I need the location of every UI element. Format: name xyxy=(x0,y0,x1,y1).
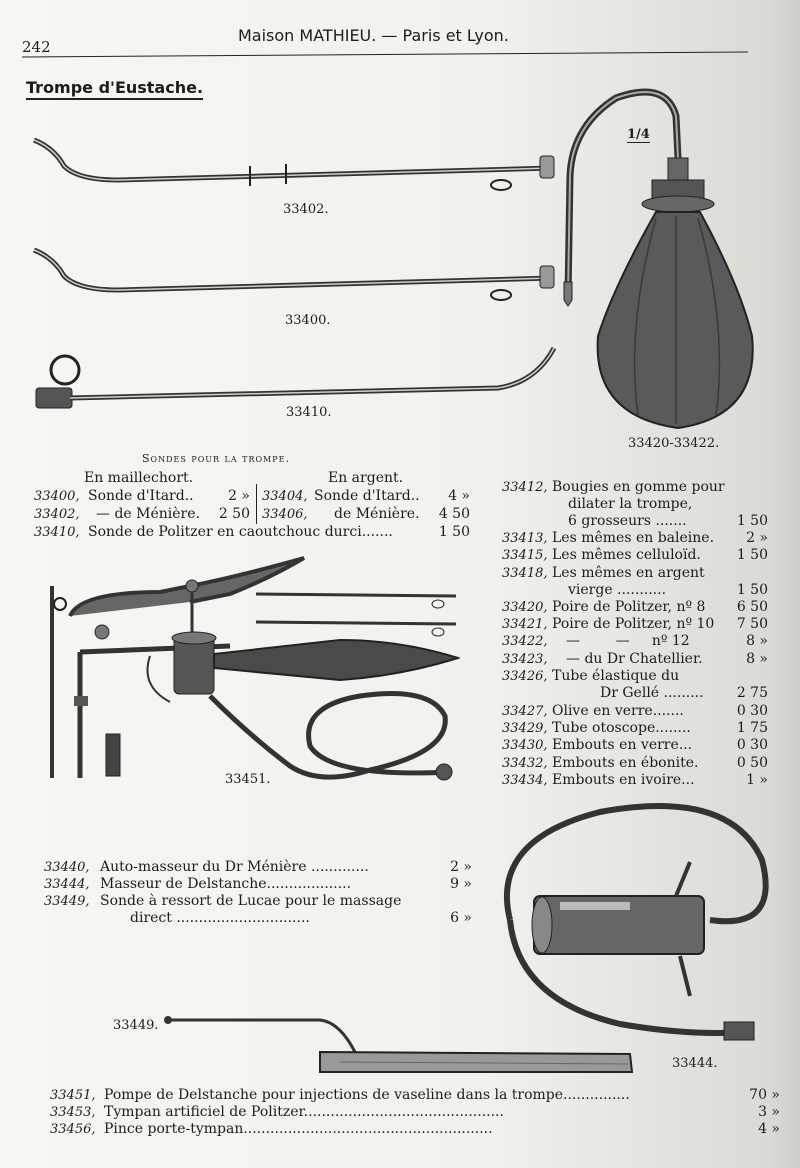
right-desc-33412-cont1: dilater la trompe, xyxy=(568,496,693,512)
right-desc-33429: Tube otoscope........ xyxy=(552,720,691,736)
right-desc-33420: Poire de Politzer, nº 8 xyxy=(552,599,706,615)
scale-label: 1/4 xyxy=(627,127,650,142)
right-num-33427: 33427, xyxy=(502,704,548,719)
right-desc-33432: Embouts en ébonite. xyxy=(552,755,699,771)
right-num-33426: 33426, xyxy=(502,669,548,684)
sondes-row2-price2: 4 50 xyxy=(438,506,470,522)
fig-33444-label: 33444. xyxy=(672,1056,718,1071)
right-desc-33430: Embouts en verre... xyxy=(552,737,693,753)
sondes-row2-desc1: — de Ménière. xyxy=(96,506,200,522)
bottom-num-33456: 33456, xyxy=(50,1122,96,1137)
fig-33451-label: 33451. xyxy=(225,772,271,787)
right-price-33415: 1 50 xyxy=(736,547,768,563)
right-num-33413: 33413, xyxy=(502,531,548,546)
fig-33402-label: 33402. xyxy=(283,202,329,217)
right-price-33422: 8 » xyxy=(746,633,768,649)
bottom-num-33451: 33451, xyxy=(50,1088,96,1103)
mid-price-33449: 6 » xyxy=(450,910,472,926)
right-price-33432: 0 50 xyxy=(736,755,768,771)
mid-num-33449: 33449, xyxy=(44,894,90,909)
right-price-33423: 8 » xyxy=(746,651,768,667)
right-desc-33412-cont2: 6 grosseurs ....... xyxy=(568,513,687,529)
bottom-desc-33451: Pompe de Delstanche pour injections de vaseline dans la trompe............... xyxy=(104,1087,630,1103)
bottom-desc-33453: Tympan artificiel de Politzer............................................. xyxy=(104,1104,504,1120)
sonde-lucae-33449-illustration xyxy=(160,1010,636,1076)
right-desc-33427: Olive en verre....... xyxy=(552,703,684,719)
sondes-column-divider xyxy=(256,484,257,524)
right-num-33423: 33423, xyxy=(502,652,548,667)
right-price-33426: 2 75 xyxy=(736,685,768,701)
sondes-row2-price1: 2 50 xyxy=(218,506,250,522)
right-desc-33418: Les mêmes en argent xyxy=(552,565,705,581)
right-desc-33412: Bougies en gomme pour xyxy=(552,479,725,495)
fig-33410-label: 33410. xyxy=(286,405,332,420)
mid-desc-33444: Masseur de Delstanche................... xyxy=(100,876,352,892)
right-num-33421: 33421, xyxy=(502,617,548,632)
mid-price-33444: 9 » xyxy=(450,876,472,892)
sondes-last-price: 1 50 xyxy=(438,524,470,540)
bottom-num-33453: 33453, xyxy=(50,1105,96,1120)
sondes-row2-num2: 33406, xyxy=(262,507,308,522)
sonde-33400-illustration xyxy=(28,240,560,306)
sondes-row2-desc2: de Ménière. xyxy=(334,506,420,522)
sondes-col2-heading: En argent. xyxy=(328,470,404,486)
page-header-title: Maison MATHIEU. — Paris et Lyon. xyxy=(238,26,509,45)
mid-desc-33449: Sonde à ressort de Lucae pour le massage xyxy=(100,893,402,909)
right-price-33430: 0 30 xyxy=(736,737,768,753)
right-price-33420: 6 50 xyxy=(736,599,768,615)
sondes-row1-price2: 4 » xyxy=(448,488,470,504)
right-desc-33423: — du Dr Chatellier. xyxy=(566,651,703,667)
sondes-row2-num1: 33402, xyxy=(34,507,80,522)
right-desc-33418-cont: vierge ........... xyxy=(568,582,667,598)
section-title: Trompe d'Eustache. xyxy=(26,78,203,100)
page-number: 242 xyxy=(22,38,51,56)
mid-price-33440: 2 » xyxy=(450,859,472,875)
sonde-33402-illustration xyxy=(28,130,560,196)
sondes-caption: Sondes pour la trompe. xyxy=(142,452,290,465)
right-desc-33434: Embouts en ivoire... xyxy=(552,772,695,788)
right-desc-33415: Les mêmes celluloïd. xyxy=(552,547,701,563)
bottom-price-33451: 70 » xyxy=(749,1087,780,1103)
right-num-33418: 33418, xyxy=(502,566,548,581)
right-price-33429: 1 75 xyxy=(736,720,768,736)
sondes-row1-desc2: Sonde d'Itard.. xyxy=(314,488,420,504)
right-desc-33426: Tube élastique du xyxy=(552,668,680,684)
sondes-row1-num2: 33404, xyxy=(262,489,308,504)
bottom-price-33456: 4 » xyxy=(758,1121,780,1137)
fig-33400-label: 33400. xyxy=(285,313,331,328)
right-num-33412: 33412, xyxy=(502,480,548,495)
sondes-row1-price1: 2 » xyxy=(228,488,250,504)
right-num-33422: 33422, xyxy=(502,634,548,649)
mid-num-33440: 33440, xyxy=(44,860,90,875)
right-price-33412: 1 50 xyxy=(736,513,768,529)
right-price-33421: 7 50 xyxy=(736,616,768,632)
right-desc-33426-cont: Dr Gellé ......... xyxy=(600,685,704,701)
right-desc-33421: Poire de Politzer, nº 10 xyxy=(552,616,715,632)
right-desc-33422: — — nº 12 xyxy=(566,633,690,649)
right-desc-33413: Les mêmes en baleine. xyxy=(552,530,715,546)
right-num-33429: 33429, xyxy=(502,721,548,736)
right-price-33418: 1 50 xyxy=(736,582,768,598)
bottom-price-33453: 3 » xyxy=(758,1104,780,1120)
sonde-33410-illustration xyxy=(28,342,560,414)
right-num-33415: 33415, xyxy=(502,548,548,563)
fig-33420-label: 33420-33422. xyxy=(628,436,720,451)
sondes-row1-desc1: Sonde d'Itard.. xyxy=(88,488,194,504)
right-num-33434: 33434, xyxy=(502,773,548,788)
right-price-33413: 2 » xyxy=(746,530,768,546)
fig-33449-label: 33449. xyxy=(113,1018,159,1033)
sondes-row1-num1: 33400, xyxy=(34,489,80,504)
sondes-last-desc: Sonde de Politzer en caoutchouc durci....... xyxy=(88,524,393,540)
bottom-desc-33456: Pince porte-tympan........................................................ xyxy=(104,1121,493,1137)
sondes-last-num: 33410, xyxy=(34,525,80,540)
mid-desc-33449-cont: direct .............................. xyxy=(130,910,310,926)
mid-num-33444: 33444, xyxy=(44,877,90,892)
right-num-33430: 33430, xyxy=(502,738,548,753)
right-num-33420: 33420, xyxy=(502,600,548,615)
mid-desc-33440: Auto-masseur du Dr Ménière ............. xyxy=(100,859,369,875)
right-num-33432: 33432, xyxy=(502,756,548,771)
politzer-bulb-illustration xyxy=(556,86,762,436)
right-price-33434: 1 » xyxy=(746,772,768,788)
auto-masseur-33451-illustration xyxy=(40,556,460,786)
sondes-col1-heading: En maillechort. xyxy=(84,470,194,486)
right-price-33427: 0 30 xyxy=(736,703,768,719)
header-rule xyxy=(22,51,748,57)
